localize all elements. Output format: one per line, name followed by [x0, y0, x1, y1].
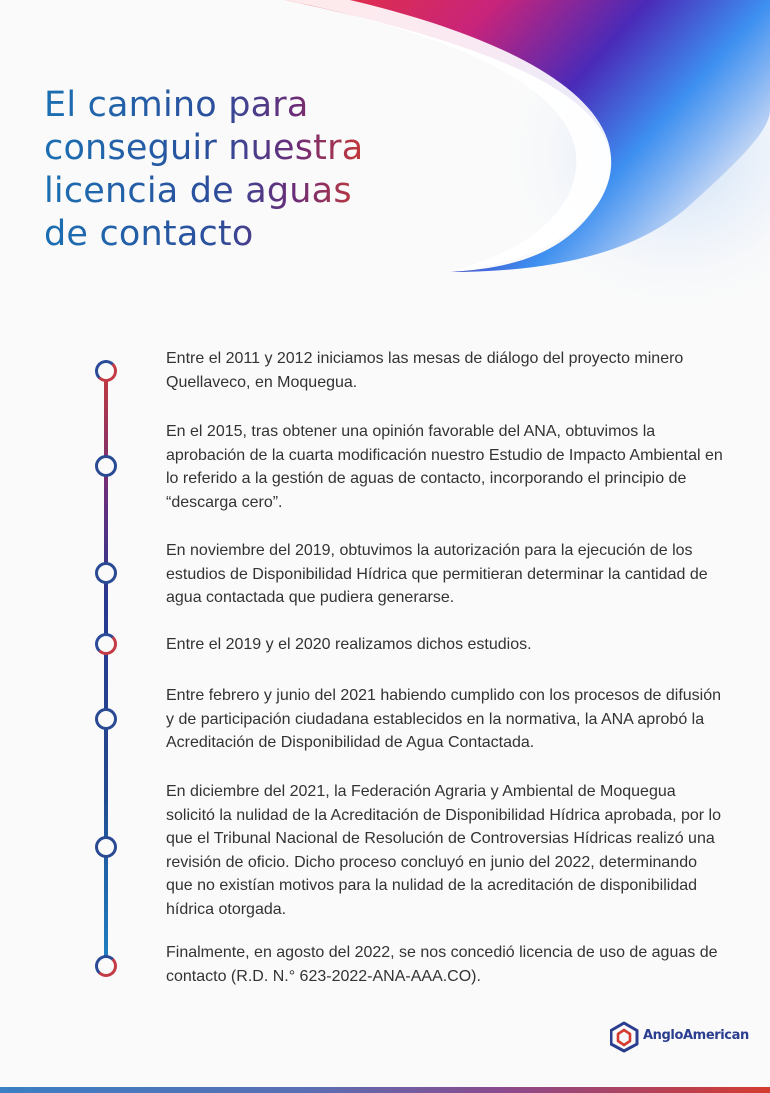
title-line: licencia de aguas — [44, 170, 363, 213]
title-line: conseguir nuestra — [44, 128, 364, 168]
timeline-dot — [95, 955, 117, 977]
title-line: de contacto — [44, 213, 363, 256]
bottom-gradient-bar — [0, 1087, 770, 1093]
title-line: El camino para — [44, 84, 363, 127]
timeline-item-text: En el 2015, tras obtener una opinión favorable del ANA, obtuvimos la aprobación de la cuarta modificación nuestro Estudio de Impacto Ambiental en lo referido a la gestión de aguas de contacto, incorporando el principio de “descarga cero”. — [166, 423, 723, 511]
timeline-dot — [95, 455, 117, 477]
timeline-item-text: Entre el 2011 y 2012 iniciamos las mesas de diálogo del proyecto minero Quellaveco, en Moquegua. — [166, 350, 684, 391]
timeline-item-text: En diciembre del 2021, la Federación Agraria y Ambiental de Moquegua solicitó la nulidad de la Acreditación de Disponibilidad Hídrica aprobada, por lo que el Tribunal Nacional de Resolución de Controversias Hídricas realizó una revisión de oficio. Dicho proceso concluyó en junio del 2022, determinando que no existían motivos para la nulidad de la acreditación de disponibilidad hídrica otorgada. — [166, 783, 722, 918]
timeline-item-text: Entre el 2019 y el 2020 realizamos dichos estudios. — [166, 636, 532, 653]
timeline-item-text: Finalmente, en agosto del 2022, se nos concedió licencia de uso de aguas de contacto (R.D. N.° 623-2022-ANA-AAA.CO). — [166, 944, 718, 985]
page-title — [44, 84, 363, 256]
timeline-item-text: En noviembre del 2019, obtuvimos la autorización para la ejecución de los estudios de Disponibilidad Hídrica que permitieran determinar la cantidad de agua contactada que pudiera generarse. — [166, 542, 708, 606]
timeline-dot — [95, 633, 117, 655]
timeline-item-text: Entre febrero y junio del 2021 habiendo cumplido con los procesos de difusión y de participación ciudadana establecidos en la normativa, la ANA aprobó la Acreditación de Disponibilidad de Agua Contactada. — [166, 687, 722, 751]
timeline-dot — [95, 360, 117, 382]
timeline-dot — [95, 836, 117, 858]
timeline-dot — [95, 708, 117, 730]
timeline-dot — [95, 562, 117, 584]
brand-name: AngloAmerican — [643, 1028, 749, 1043]
